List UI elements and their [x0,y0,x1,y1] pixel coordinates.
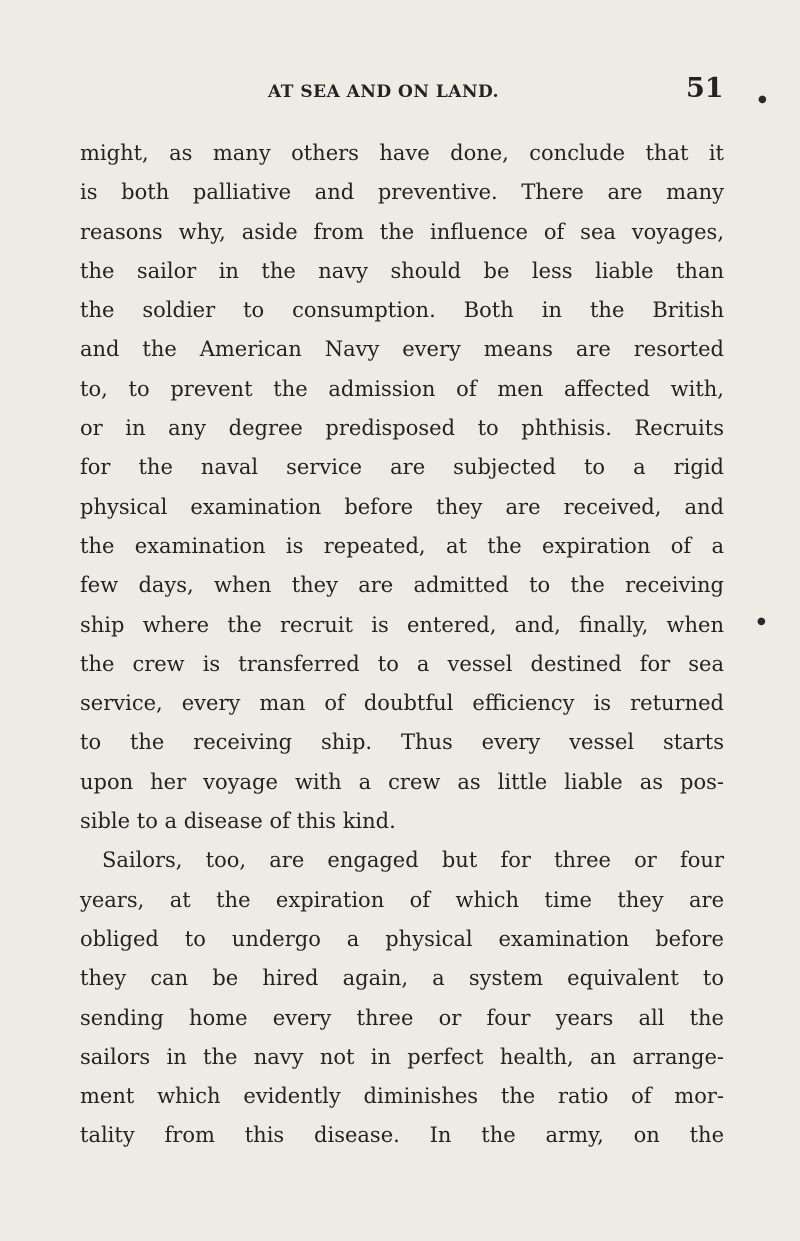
text-line: ment which evidently diminishes the ratio of mor- [80,1084,724,1109]
text-line: is both palliative and preventive. There are many [80,180,724,205]
text-line: the crew is transferred to a vessel destined for sea [80,651,724,676]
text-line: ship where the recruit is entered, and, finally, when [80,612,724,637]
text-line: might, as many others have done, conclude that it [80,141,724,165]
text-line: the soldier to consumption. Both in the British [80,298,724,323]
text-line: years, at the expiration of which time they are [80,887,724,912]
text-line: Sailors, too, are engaged but for three or four [102,848,724,873]
text-line: and the American Navy every means are resorted [80,337,724,362]
text-line: reasons why, aside from the influence of sea voyages, [80,219,724,244]
text-line: service, every man of doubtful efficiency is returned [80,691,724,716]
text-line: few days, when they are admitted to the receiving [80,573,724,598]
text-line: to the receiving ship. Thus every vessel starts [80,730,724,755]
margin-dot-mark: ● [757,616,766,627]
text-line: for the naval service are subjected to a rigid [80,455,724,480]
text-line: obliged to undergo a physical examination before [80,926,724,951]
text-line: upon her voyage with a crew as little liable as pos- [80,769,724,794]
text-line: to, to prevent the admission of men affected with, [80,376,724,401]
body-text [80,134,724,1156]
text-line: the examination is repeated, at the expiration of a [80,533,724,558]
running-head: AT SEA AND ON LAND. [268,82,500,102]
text-line: the sailor in the navy should be less liable than [80,258,724,283]
text-line: tality from this disease. In the army, on the [80,1123,724,1148]
text-line: physical examination before they are received, and [80,494,724,519]
text-line: or in any degree predisposed to phthisis. Recruits [80,416,724,441]
page-number: 51 [686,73,724,104]
text-line: sible to a disease of this kind. [80,809,396,834]
margin-dot-mark: ● [758,94,767,105]
text-line: sailors in the navy not in perfect health, an arrange- [80,1044,724,1069]
text-line: they can be hired again, a system equivalent to [80,966,724,991]
text-line: sending home every three or four years all the [80,1005,724,1030]
